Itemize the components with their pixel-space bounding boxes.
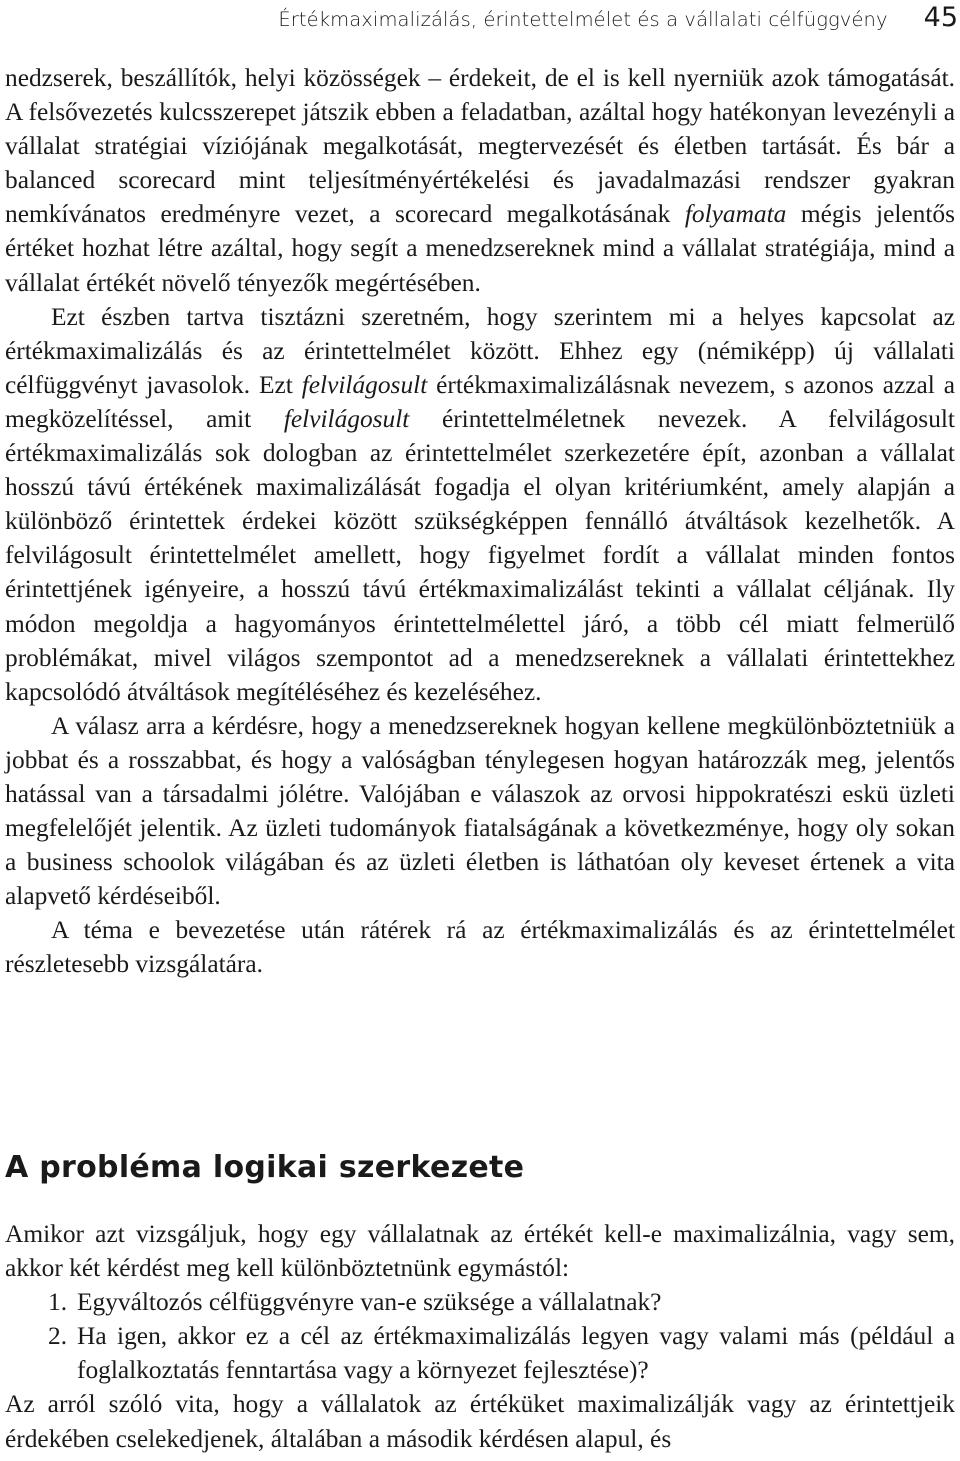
section-logical-structure [5,1143,955,1453]
question-number: 1. [48,1288,68,1317]
emphasized-term: folyamata [684,200,787,229]
body-paragraph [5,709,955,914]
running-title: Értékmaximalizálás, érintettelmélet és a vállalati célfüggvény [278,8,888,31]
question-item [5,1319,955,1387]
paragraph-text: mégis jelentős értéket hozhat létre azáltal, hogy segít a menedzsereknek mind a vállalat stratégiája, mind a vállalat értékét növelő tényezők megértésében. [5,200,956,297]
body-paragraph [5,61,955,300]
question-number: 2. [48,1322,68,1351]
running-header [0,2,958,36]
section-closing-paragraph: Az arról szóló vita, hogy a vállalatok az értéküket maximalizálják vagy az érintettjeik érdekében cselekedjenek, általában a második kérdésen alapul, és [5,1390,955,1453]
question-text: Ha igen, akkor ez a cél az értékmaximalizálás legyen vagy valami más (például a foglalkoztatás fenntartása vagy a környezet fejlesztése)? [77,1322,955,1385]
section-intro-paragraph: Amikor azt vizsgáljuk, hogy egy vállalatnak az értékét kell-e maximalizálnia, vagy sem, akkor két kérdést meg kell különböztetnünk egymástól: [5,1220,955,1283]
paragraph-text: A válasz arra a kérdésre, hogy a menedzsereknek hogyan kellene megkülönböztetniük a jobbat és a rosszabbat, és hogy a valóságban ténylegesen hogyan határozzák meg, jelentős hatással van a társadalmi jólétre. Valójában e válaszok az orvosi hippokratészi eskü üzleti megfelelőjét jelentik. Az üzleti tudományok fiatalságának a következménye, hogy oly sokan a business schoolok világában és az üzleti életben is láthatóan oly keveset értenek a vita alapvető kérdéseiből. [5,711,955,911]
question-list [5,1285,955,1387]
section-heading: A probléma logikai szerkezete [5,1150,525,1185]
question-item [5,1285,955,1319]
section-body [5,1217,955,1456]
page-number: 45 [923,2,958,33]
body-text [5,61,955,982]
body-paragraph [5,300,955,709]
paragraph-text: nedzserek, beszállítók, helyi közösségek – érdekeit, de el is kell nyerniük azok támogatását. A felsővezetés kulcsszerepet játszik ebben a feladatban, azáltal hogy hatékonyan levezényli a vállalat stratégiai víziójának megalkotását, megtervezését és életben tartását. És bár a balanced scorecard mint teljesítményértékelési és javadalmazási rendszer gyakran nemkívánatos eredményre vezet, a scorecard megalkotásának [5,64,955,229]
paragraph-text: érintettelméletnek nevezek. A felvilágosult értékmaximalizálás sok dologban az érintettelmélet szerkezetére épít, azonban a vállalat hosszú távú értékének maximalizálását fogadja el olyan kritériumként, amely alapján a különböző érintettek érdekei között szükségképpen fennálló átváltások kezelhetők. A felvilágosult érintettelmélet amellett, hogy figyelmet fordít a vállalat minden fontos érintettjének igényeire, a hosszú távú értékmaximalizálást tekinti a vállalat céljának. Ily módon megoldja a hagyományos érintettelmélettel járó, a több cél miatt felmerülő problémákat, mivel világos szempontot ad a menedzsereknek a vállalati érintettekhez kapcsolódó átváltások megítéléséhez és kezeléséhez. [5,404,955,706]
body-paragraph [5,913,955,981]
paragraph-text: A téma e bevezetése után rátérek rá az értékmaximalizálás és az érintettelmélet részletesebb vizsgálatára. [5,916,955,979]
emphasized-term: felvilágosult [283,404,410,433]
paragraph-text: Ezt észben tartva tisztázni szeretném, hogy szerintem mi a helyes kapcsolat az értékmaximalizálás és az érintettelmélet között. Ehhez egy (némiképp) új vállalati célfüggvényt javasolok. Ezt [5,302,955,399]
question-text: Egyváltozós célfüggvényre van-e szüksége a vállalatnak? [77,1288,662,1317]
emphasized-term: felvilágosult [301,370,428,399]
paragraph-text: értékmaximalizálásnak nevezem, s azonos azzal a megközelítéssel, amit [5,370,955,433]
